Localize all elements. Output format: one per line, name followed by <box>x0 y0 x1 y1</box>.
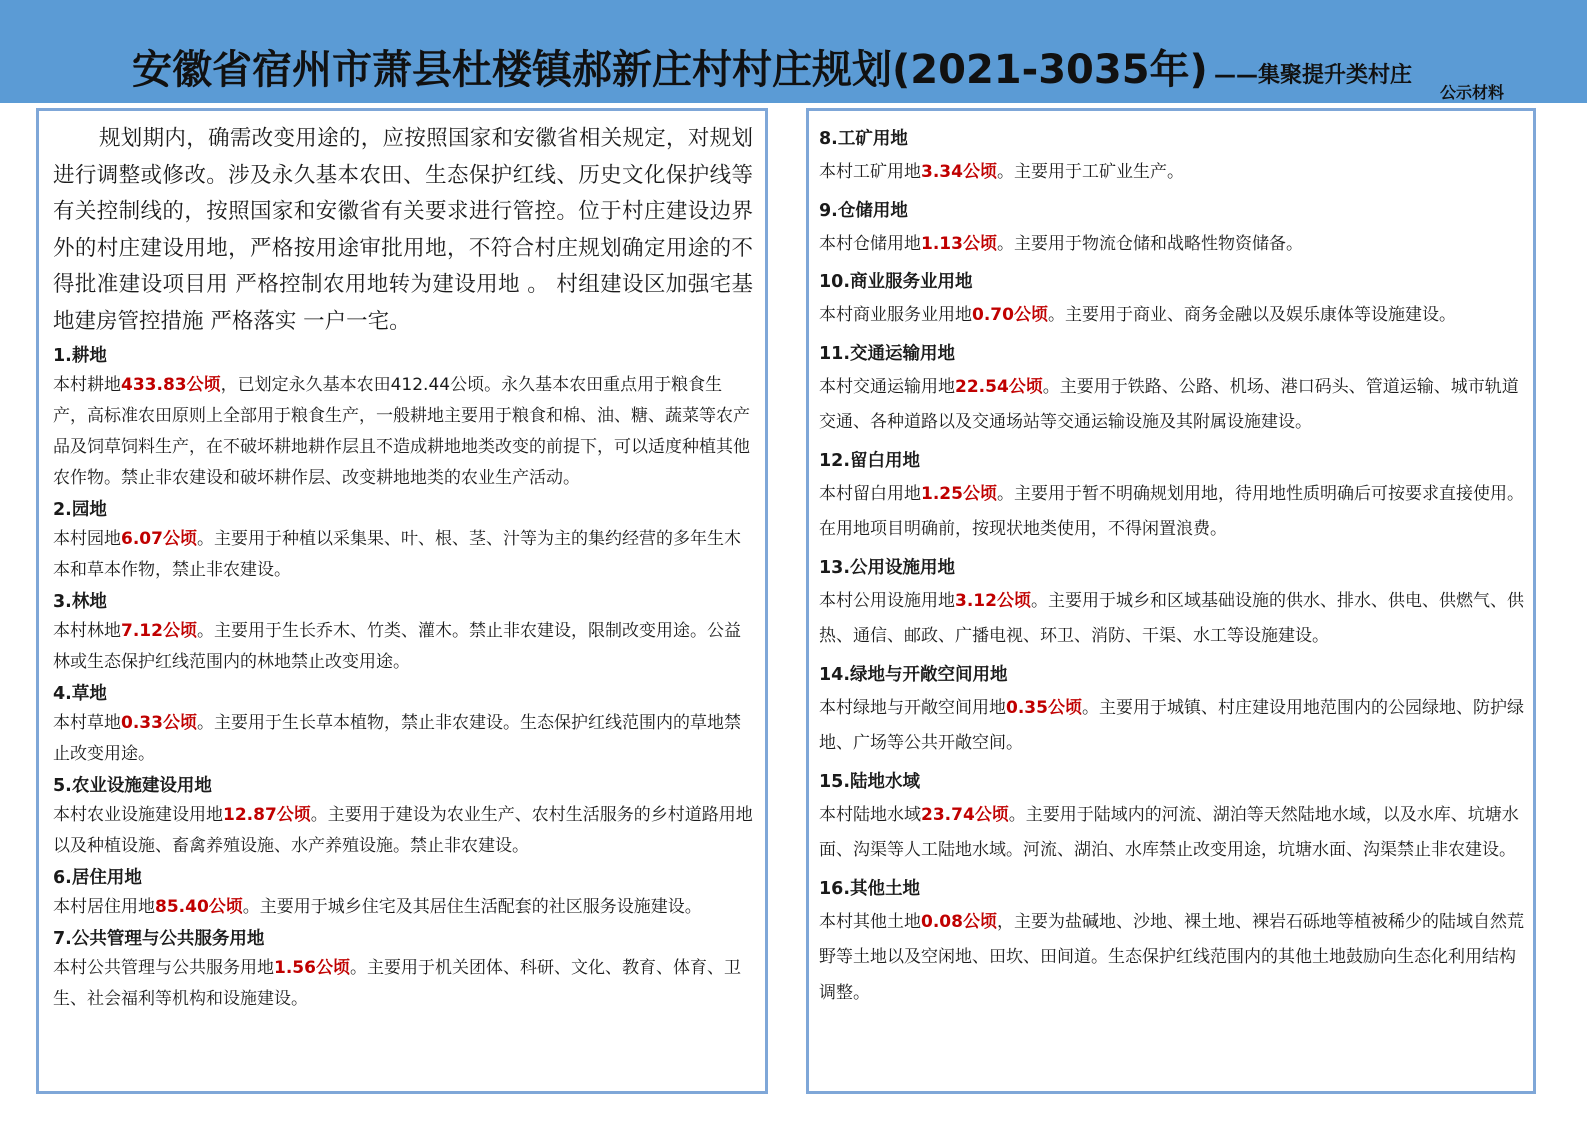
area-value: 23.74公顷 <box>921 804 1009 825</box>
section-body-text: ，主要为盐碱地、沙地、裸土地、裸岩石砾地等植被稀少的陆域自然荒野等土地以及空闲地、田坎、田间道。生态保护红线范围内的其他土地鼓励向生态化利用结构调整。 <box>819 911 1524 1003</box>
section-body-text: 。主要用于商业、商务金融以及娱乐康体等设施建设。 <box>1047 305 1456 325</box>
land-use-section <box>819 659 1525 762</box>
right-sections <box>819 123 1525 1011</box>
land-use-section <box>53 772 753 862</box>
section-title: 9.仓储用地 <box>819 200 908 221</box>
section-title: 4.草地 <box>53 684 107 704</box>
section-body-text: 。主要用于工矿业生产。 <box>996 162 1184 182</box>
section-body-lead: 本村农业设施建设用地 <box>53 805 223 825</box>
section-body <box>53 953 753 1015</box>
section-body-lead: 本村其他土地 <box>819 911 921 932</box>
area-value: 3.12公顷 <box>955 590 1031 611</box>
section-body <box>819 298 1525 334</box>
intro-paragraph: 规划期内，确需改变用途的，应按照国家和安徽省相关规定，对规划进行调整或修改。涉及永久基本农田、生态保护红线、历史文化保护线等有关控制线的，按照国家和安徽省有关要求进行管控。位于村庄建设边界外的村庄建设用地，严格按用途审批用地，不符合村庄规划确定用途的不得批准建设项目用 严格控制农用地转为建设用地 。 村组建设区加强宅基地建房管控措施 严格落实 一户一宅。 <box>53 126 753 334</box>
section-body <box>819 370 1525 441</box>
section-title: 14.绿地与开敞空间用地 <box>819 664 1008 685</box>
section-body-lead: 本村公共管理与公共服务用地 <box>53 958 274 978</box>
section-title: 6.居住用地 <box>53 868 142 888</box>
area-value: 6.07公顷 <box>121 529 197 549</box>
land-use-section <box>53 496 753 586</box>
area-value: 1.13公顷 <box>921 233 997 254</box>
left-panel <box>36 108 768 1094</box>
section-body-text: 。主要用于陆域内的河流、湖泊等天然陆地水域，以及水库、坑塘水面、沟渠等人工陆地水域。河流、湖泊、水库禁止改变用途，坑塘水面、沟渠禁止非农建设。 <box>819 804 1519 860</box>
section-body-lead: 本村留白用地 <box>819 483 921 504</box>
section-body <box>819 584 1525 655</box>
section-title: 16.其他土地 <box>819 878 921 899</box>
section-title: 8.工矿用地 <box>819 129 908 149</box>
section-body-lead: 本村交通运输用地 <box>819 376 955 397</box>
right-panel <box>806 108 1536 1094</box>
left-sections <box>53 342 753 1015</box>
section-body-lead: 本村陆地水域 <box>819 804 921 825</box>
section-title: 10.商业服务业用地 <box>819 272 973 292</box>
section-title: 3.林地 <box>53 592 107 612</box>
area-value: 1.56公顷 <box>274 958 350 978</box>
section-body-lead: 本村工矿用地 <box>819 162 921 182</box>
section-body <box>819 798 1525 869</box>
section-title: 11.交通运输用地 <box>819 343 956 364</box>
land-use-section <box>819 766 1525 869</box>
land-use-section <box>53 925 753 1015</box>
land-use-section <box>53 588 753 678</box>
section-body-lead: 本村仓储用地 <box>819 233 921 254</box>
land-use-section <box>819 552 1525 655</box>
section-body-lead: 本村商业服务业用地 <box>819 305 972 325</box>
area-value: 12.87公顷 <box>223 805 311 825</box>
area-value: 1.25公顷 <box>921 483 997 504</box>
section-body-text: 。主要用于城镇、村庄建设用地范围内的公园绿地、防护绿地、广场等公共开敞空间。 <box>819 697 1524 753</box>
land-use-section <box>819 123 1525 191</box>
section-title: 7.公共管理与公共服务用地 <box>53 929 265 949</box>
section-body-text: 。主要用于物流仓储和战略性物资储备。 <box>996 233 1303 254</box>
section-body-text: 。主要用于种植以采集果、叶、根、茎、汁等为主的集约经营的多年生木本和草本作物，禁止非农建设。 <box>53 529 741 580</box>
section-body-lead: 本村园地 <box>53 529 121 549</box>
section-body-lead: 本村居住用地 <box>53 897 155 917</box>
section-body <box>53 708 753 770</box>
section-title: 12.留白用地 <box>819 450 921 471</box>
section-body <box>53 800 753 862</box>
section-body <box>819 155 1525 191</box>
area-value: 3.34公顷 <box>921 162 997 182</box>
section-body-text: 。主要用于生长草本植物，禁止非农建设。生态保护红线范围内的草地禁止改变用途。 <box>53 713 741 764</box>
land-use-section <box>53 864 753 923</box>
section-title: 5.农业设施建设用地 <box>53 776 212 796</box>
section-body-text: 。主要用于暂不明确规划用地，待用地性质明确后可按要求直接使用。在用地项目明确前，按现状地类使用，不得闲置浪费。 <box>819 483 1524 539</box>
land-use-section <box>819 266 1525 334</box>
section-body-lead: 本村公用设施用地 <box>819 590 955 611</box>
section-body-text: 。主要用于城乡住宅及其居住生活配套的社区服务设施建设。 <box>242 897 702 917</box>
section-body-lead: 本村草地 <box>53 713 121 733</box>
section-title: 13.公用设施用地 <box>819 557 956 578</box>
section-body <box>819 905 1525 1012</box>
land-use-section <box>819 873 1525 1012</box>
section-body-lead: 本村林地 <box>53 621 121 641</box>
section-body <box>53 892 753 923</box>
section-body <box>53 524 753 586</box>
section-body-lead: 本村绿地与开敞空间用地 <box>819 697 1006 718</box>
section-body <box>819 227 1525 263</box>
area-value: 85.40公顷 <box>155 897 243 917</box>
land-use-section <box>819 338 1525 441</box>
section-body-text: 。主要用于机关团体、科研、文化、教育、体育、卫生、社会福利等机构和设施建设。 <box>53 958 741 1009</box>
section-body-text: 。主要用于建设为农业生产、农村生活服务的乡村道路用地以及种植设施、畜禽养殖设施、水产养殖设施。禁止非农建设。 <box>53 805 753 856</box>
area-value: 22.54公顷 <box>955 376 1043 397</box>
area-value: 433.83公顷 <box>121 375 221 395</box>
section-body-text: 。主要用于生长乔木、竹类、灌木。禁止非农建设，限制改变用途。公益林或生态保护红线范围内的林地禁止改变用途。 <box>53 621 741 672</box>
section-body-text: 。主要用于铁路、公路、机场、港口码头、管道运输、城市轨道交通、各种道路以及交通场站等交通运输设施及其附属设施建设。 <box>819 376 1519 432</box>
section-body <box>53 616 753 678</box>
area-value: 0.70公顷 <box>972 305 1048 325</box>
section-body <box>53 370 753 494</box>
section-title: 2.园地 <box>53 500 107 520</box>
land-use-section <box>53 342 753 494</box>
area-value: 7.12公顷 <box>121 621 197 641</box>
section-body <box>819 477 1525 548</box>
section-body-text: ，已划定永久基本农田412.44公顷。永久基本农田重点用于粮食生产，高标准农田原则上全部用于粮食生产，一般耕地主要用于粮食和棉、油、糖、蔬菜等农产品及饲草饲料生产，在不破坏耕地耕作层且不造成耕地地类改变的前提下，可以适度种植其他农作物。禁止非农建设和破坏耕作层、改变耕地地类的农业生产活动。 <box>53 375 750 488</box>
land-use-section <box>819 195 1525 263</box>
land-use-section <box>819 445 1525 548</box>
land-use-section <box>53 680 753 770</box>
section-body <box>819 691 1525 762</box>
area-value: 0.08公顷 <box>921 911 997 932</box>
section-body-lead: 本村耕地 <box>53 375 121 395</box>
section-title: 1.耕地 <box>53 346 107 366</box>
header-banner <box>0 0 1587 103</box>
page-subtitle: ——集聚提升类村庄 <box>1214 63 1413 88</box>
publication-note: 公示材料 <box>1440 83 1505 102</box>
section-title: 15.陆地水域 <box>819 771 921 792</box>
area-value: 0.33公顷 <box>121 713 197 733</box>
page-title: 安徽省宿州市萧县杜楼镇郝新庄村村庄规划(2021-3035年) <box>132 47 1208 93</box>
area-value: 0.35公顷 <box>1006 697 1082 718</box>
section-body-text: 。主要用于城乡和区域基础设施的供水、排水、供电、供燃气、供热、通信、邮政、广播电视、环卫、消防、干渠、水工等设施建设。 <box>819 590 1524 646</box>
